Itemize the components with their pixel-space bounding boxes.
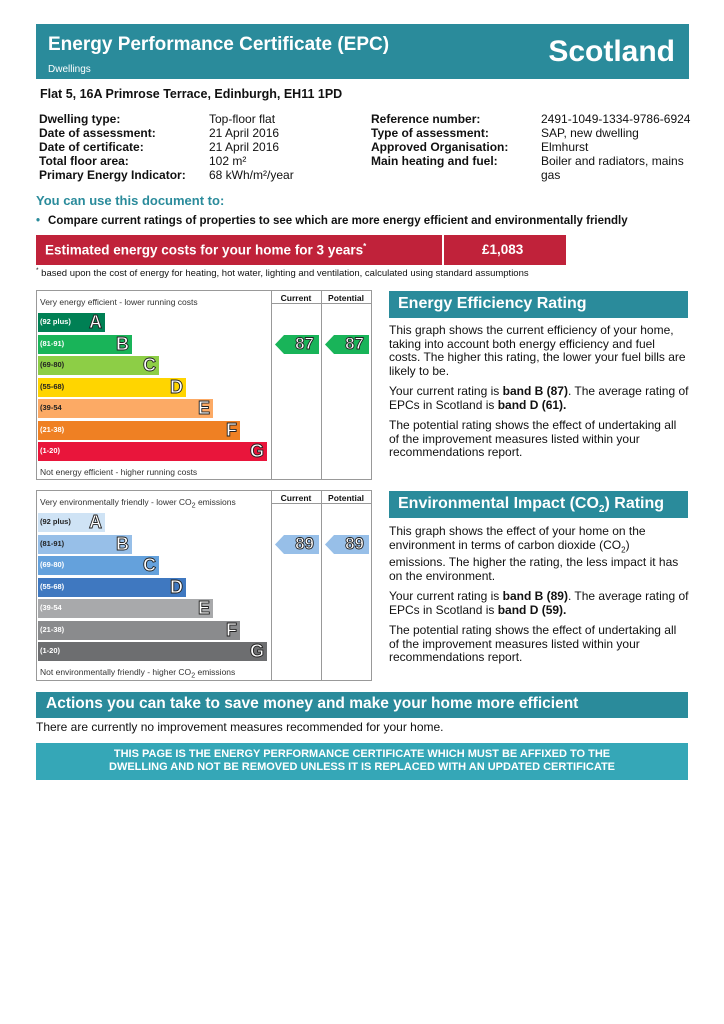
current-band-text: band B (87): [502, 384, 568, 398]
detail-label: Reference number:: [371, 112, 481, 126]
rating-value: 87: [345, 333, 364, 353]
band-letter: G: [249, 641, 264, 661]
energy-current-rating-arrow: [275, 335, 319, 354]
notice-line: THIS PAGE IS THE ENERGY PERFORMANCE CERTIFICATE WHICH MUST BE AFFIXED TO THE: [113, 748, 611, 760]
energy-band-e: [38, 399, 213, 418]
epc-header: [36, 24, 689, 79]
band-range: (1-20): [40, 646, 61, 655]
detail-value: 2491-1049-1334-9786-6924: [541, 112, 691, 126]
current-band-text: band B (89): [502, 589, 568, 604]
environmental-impact-description: [389, 525, 689, 672]
panel-paragraph: This graph shows the current efficiency of your home, taking into account both energy efficiency and fuel costs. The higher this rating, the lower your fuel bills are likely to be.: [389, 323, 686, 378]
certificate-subtitle: Dwellings: [48, 64, 91, 75]
detail-row: [39, 112, 359, 126]
panel-paragraph: The potential rating shows the effect of undertaking all of the improvement measures listed within your recommendations report.: [389, 418, 677, 459]
detail-label: Main heating and fuel:: [371, 154, 498, 168]
detail-value: SAP, new dwelling: [541, 126, 639, 140]
energy-band-a: [38, 313, 105, 332]
band-range: (21-38): [40, 624, 65, 634]
actions-text: There are currently no improvement measures recommended for your home.: [36, 720, 444, 734]
certificate-title: Energy Performance Certificate (EPC): [48, 34, 390, 55]
detail-row: [39, 126, 359, 140]
detail-row: [371, 126, 701, 140]
detail-label: Primary Energy Indicator:: [39, 168, 186, 182]
band-letter: A: [89, 312, 102, 332]
detail-label: Type of assessment:: [371, 126, 489, 140]
panel-text: Your current rating is: [389, 384, 503, 398]
energy-efficiency-panel-title: Energy Efficiency Rating: [389, 291, 688, 318]
energy-cost-bar: [36, 235, 566, 265]
bullet-icon: •: [36, 215, 41, 227]
environment-band-d: [38, 578, 186, 597]
header-divider: [271, 303, 371, 304]
current-column-header: Current: [280, 293, 312, 303]
use-bullet-text: Compare current ratings of properties to see which are more energy efficient and environmentally friendly: [48, 215, 628, 227]
band-range: (81-91): [40, 538, 65, 548]
band-letter: D: [170, 576, 183, 597]
band-letter: B: [116, 533, 129, 554]
chart-top-caption: Very energy efficient - lower running costs: [40, 297, 198, 307]
property-details-left: [39, 112, 359, 182]
caption-subscript: 2: [191, 671, 196, 680]
energy-band-d: [38, 378, 186, 397]
rating-value: 87: [295, 333, 314, 353]
panel-title-text: ) Rating: [604, 495, 665, 512]
chart-bottom-caption: [40, 667, 235, 680]
panel-title-subscript: 2: [598, 504, 605, 516]
environment-band-c: [38, 556, 159, 575]
band-range: (55-68): [40, 381, 65, 391]
panel-paragraph: [389, 385, 689, 412]
detail-row: [39, 140, 359, 154]
energy-cost-value: £1,083: [444, 235, 566, 265]
detail-value: 102 m²: [209, 154, 247, 168]
use-bullet: [36, 215, 628, 227]
detail-label: Date of assessment:: [39, 126, 156, 140]
chart-bottom-caption: Not energy efficient - higher running costs: [40, 467, 198, 477]
detail-label: Approved Organisation:: [371, 140, 509, 154]
header-divider: [271, 503, 371, 504]
rating-value: 89: [345, 533, 364, 553]
footnote-marker: *: [363, 242, 367, 251]
detail-row: [371, 154, 701, 182]
band-range: (39-54: [40, 603, 62, 612]
environment-band-f: [38, 621, 240, 640]
caption-subscript: 2: [191, 501, 196, 510]
energy-band-c: [38, 356, 159, 375]
band-letter: B: [116, 333, 129, 354]
environmental-impact-panel-title: [389, 491, 688, 518]
panel-text: ) emissions. The higher the rating, the less impact it has on the environment.: [389, 537, 679, 583]
average-band-text: band D (61).: [497, 397, 567, 412]
panel-title-text: Environmental Impact (CO: [398, 495, 599, 512]
region-label: Scotland: [548, 35, 675, 68]
detail-row: [371, 140, 701, 154]
band-letter: F: [226, 419, 237, 440]
band-letter: G: [249, 441, 264, 461]
detail-value: 21 April 2016: [209, 140, 280, 154]
panel-text: . The average rating of EPCs in Scotland is: [389, 589, 689, 617]
caption-text: emissions: [195, 497, 236, 507]
energy-efficiency-chart: [36, 290, 372, 480]
panel-paragraph: The potential rating shows the effect of undertaking all of the improvement measures listed within your recommendations report.: [389, 623, 677, 665]
band-range: (69-80): [40, 360, 65, 369]
detail-row: [371, 112, 701, 126]
property-address: Flat 5, 16A Primrose Terrace, Edinburgh, EH11 1PD: [40, 87, 343, 101]
panel-text: . The average rating of EPCs in Scotland is: [389, 384, 689, 412]
band-letter: C: [143, 355, 156, 375]
detail-row: [39, 154, 359, 168]
panel-paragraph: [389, 525, 689, 583]
environment-current-rating-arrow: [275, 535, 319, 554]
chart-top-caption: [40, 497, 236, 510]
panel-text: Your current rating is: [389, 589, 503, 604]
panel-paragraph: [389, 590, 689, 617]
notice-line: DWELLING AND NOT BE REMOVED UNLESS IT IS REPLACED WITH AN UPDATED CERTIFICATE: [109, 761, 615, 773]
column-divider: [321, 491, 322, 680]
potential-column-header: Potential: [328, 493, 364, 503]
detail-value: 21 April 2016: [209, 126, 280, 140]
column-divider: [271, 291, 272, 479]
detail-value: Elmhurst: [541, 140, 589, 154]
environment-band-e: [38, 599, 213, 618]
band-range: (69-80): [40, 560, 65, 569]
rating-value: 89: [295, 533, 314, 553]
detail-label: Total floor area:: [39, 154, 129, 168]
band-range: (1-20): [40, 446, 61, 455]
column-divider: [321, 291, 322, 479]
panel-text: This graph shows the effect of your home on the environment in terms of carbon dioxide (CO: [389, 524, 646, 552]
caption-text: Not environmentally friendly - higher CO: [40, 667, 192, 677]
detail-label: Date of certificate:: [39, 140, 144, 154]
detail-row: [39, 168, 359, 182]
column-divider: [271, 491, 272, 680]
band-range: (81-91): [40, 338, 65, 348]
property-details-right: [371, 112, 701, 182]
energy-cost-label-text: Estimated energy costs for your home for 3 years: [45, 242, 364, 258]
caption-text: Very environmentally friendly - lower CO: [40, 497, 192, 507]
band-letter: E: [197, 398, 210, 418]
band-range: (55-68): [40, 581, 65, 591]
detail-value: 68 kWh/m²/year: [209, 168, 294, 182]
detail-value: Boiler and radiators, mains gas: [541, 154, 684, 182]
average-band-text: band D (59).: [497, 602, 567, 617]
cost-footnote-text: based upon the cost of energy for heating, hot water, lighting and ventilation, calculated using standard assumptions: [41, 268, 529, 280]
band-letter: C: [143, 555, 156, 575]
energy-efficiency-description: [389, 324, 689, 467]
environment-band-b: [38, 535, 132, 554]
band-letter: F: [226, 619, 237, 640]
energy-band-g: [38, 442, 267, 461]
environmental-impact-chart: [36, 490, 372, 681]
caption-text: emissions: [195, 667, 236, 677]
environment-band-g: [38, 642, 267, 661]
affix-notice: [36, 743, 688, 780]
band-letter: A: [89, 512, 102, 532]
environment-potential-rating-arrow: [325, 535, 369, 554]
band-letter: D: [170, 376, 183, 397]
band-range: (92 plus): [40, 517, 71, 526]
energy-band-b: [38, 335, 132, 354]
energy-cost-label: [36, 235, 442, 265]
band-range: (92 plus): [40, 317, 71, 326]
energy-potential-rating-arrow: [325, 335, 369, 354]
cost-footnote: [36, 267, 529, 279]
detail-value: Top-floor flat: [209, 112, 276, 126]
detail-label: Dwelling type:: [39, 112, 121, 126]
current-column-header: Current: [280, 493, 312, 503]
environment-band-a: [38, 513, 105, 532]
band-range: (21-38): [40, 424, 65, 434]
footnote-marker: *: [36, 267, 39, 274]
panel-subscript: 2: [621, 544, 626, 554]
actions-heading: Actions you can take to save money and make your home more efficient: [36, 692, 688, 718]
potential-column-header: Potential: [328, 293, 364, 303]
band-range: (39-54: [40, 403, 62, 412]
band-letter: E: [197, 598, 210, 618]
use-document-heading: You can use this document to:: [36, 193, 225, 208]
energy-band-f: [38, 421, 240, 440]
